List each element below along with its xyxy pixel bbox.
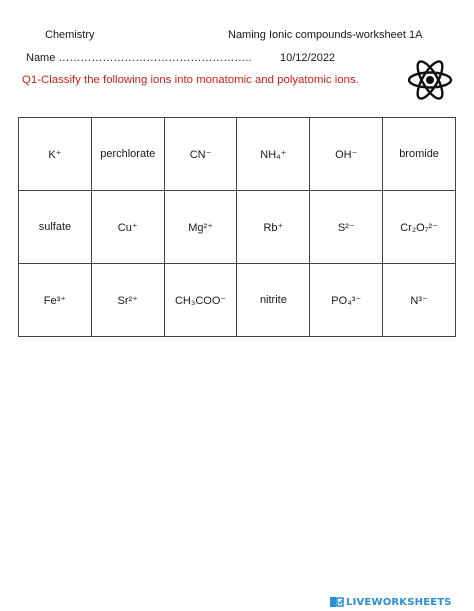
ion-cell: Rb⁺	[237, 191, 310, 264]
ion-cell: sulfate	[19, 191, 92, 264]
ion-cell: CH₃COO⁻	[164, 264, 237, 337]
ion-cell: NH₄⁺	[237, 118, 310, 191]
ion-cell: S²⁻	[310, 191, 383, 264]
ion-cell: OH⁻	[310, 118, 383, 191]
ion-cell: nitrite	[237, 264, 310, 337]
ion-cell: CN⁻	[164, 118, 237, 191]
ions-table	[18, 117, 456, 337]
liveworksheets-logo	[330, 595, 452, 609]
ion-cell: PO₄³⁻	[310, 264, 383, 337]
subject-label: Chemistry	[45, 29, 95, 41]
name-field-label: Name ……………………………………………..	[26, 52, 252, 64]
question-prompt: Q1-Classify the following ions into monatomic and polyatomic ions.	[22, 74, 359, 86]
liveworksheets-mark-icon	[330, 596, 344, 608]
ion-cell: Mg²⁺	[164, 191, 237, 264]
table-row	[19, 118, 456, 191]
ion-cell: Fe³⁺	[19, 264, 92, 337]
ion-cell: bromide	[383, 118, 456, 191]
table-row	[19, 191, 456, 264]
ion-cell: Cu⁺	[91, 191, 164, 264]
ion-cell: K⁺	[19, 118, 92, 191]
brand-name: LIVEWORKSHEETS	[346, 596, 452, 608]
ion-cell: perchlorate	[91, 118, 164, 191]
ion-cell: Cr₂O₇²⁻	[383, 191, 456, 264]
table-row	[19, 264, 456, 337]
worksheet-title: Naming Ionic compounds-worksheet 1A	[228, 29, 423, 41]
ion-cell: Sr²⁺	[91, 264, 164, 337]
worksheet-date: 10/12/2022	[280, 52, 336, 64]
atom-icon	[405, 55, 455, 105]
ion-cell: N³⁻	[383, 264, 456, 337]
